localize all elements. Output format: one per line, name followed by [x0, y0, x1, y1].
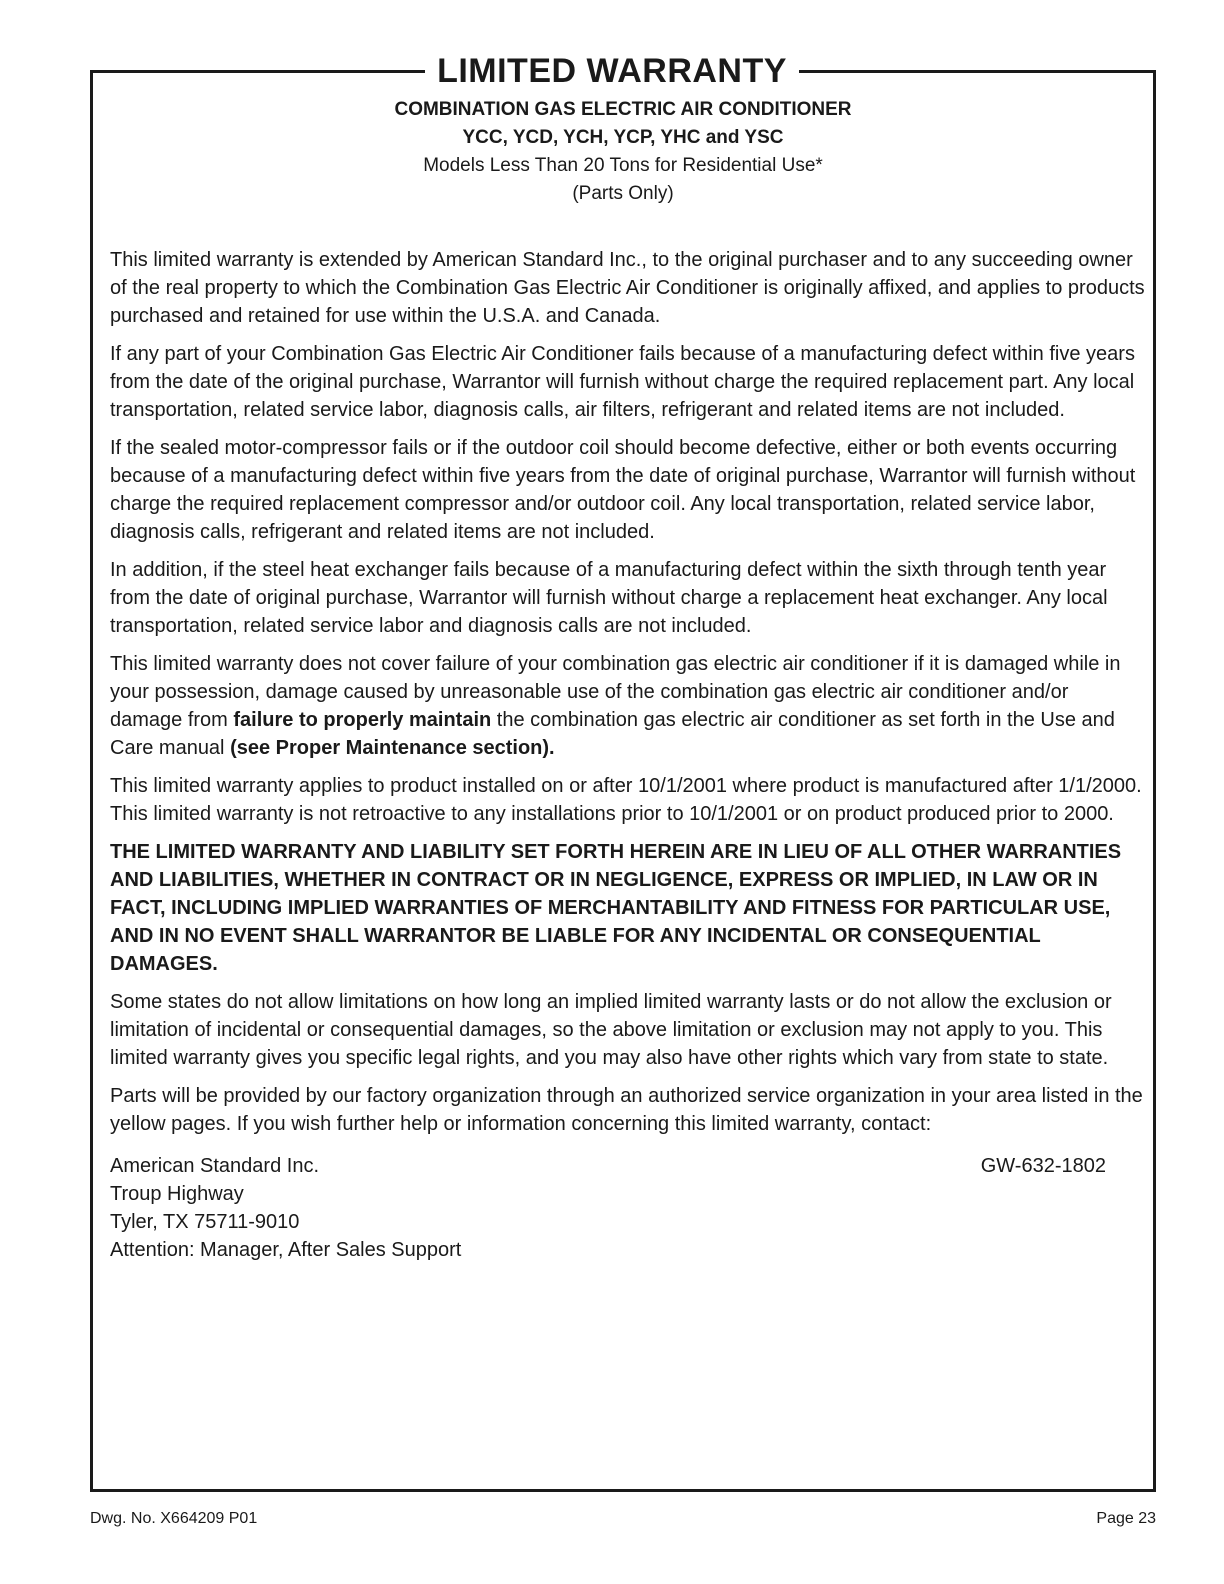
paragraph-exclusions — [110, 650, 1146, 762]
exclusions-text-a: This limited warranty does not cover failure of your combination gas electric air conditioner if it is damaged while in your possession, damage caused by unreasonable use of the combination gas electric air conditioner and/or damage from — [110, 653, 1121, 731]
contact-company: American Standard Inc. — [110, 1155, 319, 1177]
warranty-header — [90, 96, 1156, 208]
warranty-body — [110, 246, 1146, 1264]
paragraph-extension: This limited warranty is extended by American Standard Inc., to the original purchaser and to any succeeding owner of the real property to which the Combination Gas Electric Air Conditioner is originally affixed, and applies to products purchased and retained for use within the U.S.A. and Canada. — [110, 249, 1145, 327]
document-code: GW-632-1802 — [980, 1155, 1106, 1177]
contact-block — [110, 1152, 1146, 1264]
drawing-number: Dwg. No. X664209 P01 — [90, 1510, 258, 1527]
contact-city: Tyler, TX 75711-9010 — [110, 1211, 300, 1233]
page-title: LIMITED WARRANTY — [425, 54, 799, 88]
paragraph-heat-exchanger: In addition, if the steel heat exchanger fails because of a manufacturing defect within the sixth through tenth year from the date of original purchase, Warrantor will furnish without charge a replacement heat exchanger. Any local transportation, related service labor and diagnosis calls are not included. — [110, 559, 1108, 637]
paragraph-compressor: If the sealed motor-compressor fails or if the outdoor coil should become defective, either or both events occurring because of a manufacturing defect within five years from the date of original purchase, Warrantor will furnish without charge the required replacement compressor and/or outdoor coil. Any local transportation, related service labor, diagnosis calls, refrigerant and related items are not included. — [110, 437, 1136, 543]
parts-only-note: (Parts Only) — [572, 183, 674, 204]
paragraph-parts: If any part of your Combination Gas Electric Air Conditioner fails because of a manufacturing defect within five years from the date of the original purchase, Warrantor will furnish without charge the required replacement part. Any local transportation, related service labor, diagnosis calls, air filters, refrigerant and related items are not included. — [110, 343, 1135, 421]
exclusions-text-c: the combination gas electric air conditioner as set forth in the Use and Care manual — [110, 709, 1115, 759]
contact-attention: Attention: Manager, After Sales Support — [110, 1239, 462, 1261]
model-list: YCC, YCD, YCH, YCP, YHC and YSC — [462, 127, 784, 148]
exclusions-bold-section: (see Proper Maintenance section). — [230, 737, 555, 759]
exclusions-bold-maintain: failure to properly maintain — [233, 709, 492, 731]
page-number: Page 23 — [1096, 1510, 1156, 1527]
model-scope: Models Less Than 20 Tons for Residential Use* — [423, 155, 823, 176]
paragraph-service: Parts will be provided by our factory organization through an authorized service organization in your area listed in the yellow pages. If you wish further help or information concerning this limited warranty, contact: — [110, 1085, 1143, 1135]
contact-street: Troup Highway — [110, 1183, 244, 1205]
paragraph-liability-disclaimer: THE LIMITED WARRANTY AND LIABILITY SET FORTH HEREIN ARE IN LIEU OF ALL OTHER WARRANTIES AND LIABILITIES, WHETHER IN CONTRACT OR IN NEGLIGENCE, EXPRESS OR IMPLIED, IN LAW OR IN FACT, INCLUDING IMPLIED WARRANTIES OF MERCHANTABILITY AND FITNESS FOR PARTICULAR USE, AND IN NO EVENT SHALL WARRANTOR BE LIABLE FOR ANY INCIDENTAL OR CONSEQUENTIAL DAMAGES. — [110, 841, 1122, 975]
paragraph-applicability: This limited warranty applies to product installed on or after 10/1/2001 where product is manufactured after 1/1/2000. This limited warranty is not retroactive to any installations prior to 10/1/2001 or on product produced prior to 2000. — [110, 775, 1142, 825]
paragraph-state-rights: Some states do not allow limitations on how long an implied limited warranty lasts or do not allow the exclusion or limitation of incidental or consequential damages, so the above limitation or exclusion may not apply to you. This limited warranty gives you specific legal rights, and you may also have other rights which vary from state to state. — [110, 991, 1112, 1069]
product-subtitle: COMBINATION GAS ELECTRIC AIR CONDITIONER — [394, 99, 852, 120]
